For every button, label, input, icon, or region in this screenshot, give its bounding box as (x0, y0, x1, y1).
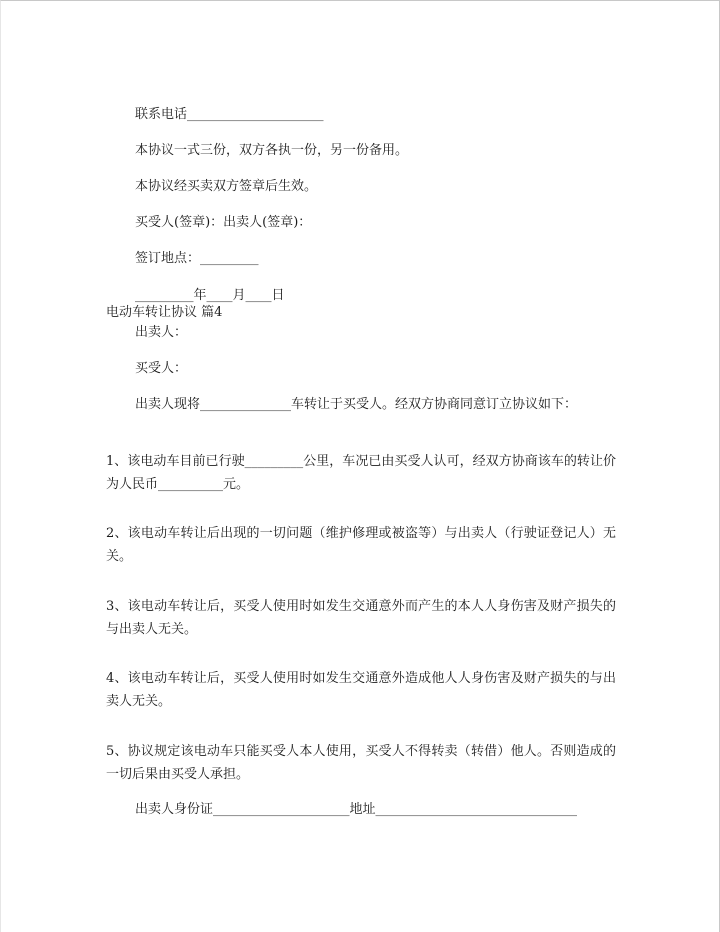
clause-1: 1、该电动车目前已行驶_________公里，车况已由买受人认可，经双方协商该车的转让价为人民币__________元。 (106, 454, 616, 492)
seller-line: 出卖人： (135, 325, 188, 340)
clause-5: 5、协议规定该电动车只能买受人本人使用，买受人不得转卖（转借）他人。否则造成的一切后果由买受人承担。 (106, 744, 616, 782)
buyer-line: 买受人： (135, 361, 188, 376)
clause-3: 3、该电动车转让后，买受人使用时如发生交通意外而产生的本人人身伤害及财产损失的与出卖人无关。 (106, 599, 616, 637)
clause-4: 4、该电动车转让后，买受人使用时如发生交通意外造成他人人身伤害及财产损失的与出卖人无关。 (106, 671, 616, 709)
copies-statement: 本协议一式三份，双方各执一份，另一份备用。 (135, 143, 409, 158)
signature-line: 买受人(签章)：出卖人(签章)： (135, 215, 312, 230)
contact-phone-line: 联系电话_____________________ (135, 107, 324, 122)
date-line: _________年____月____日 (135, 288, 285, 303)
seller-id-address-line: 出卖人身份证_____________________地址_______________________________ (135, 802, 578, 817)
intro-line: 出卖人现将______________车转让于买受人。经双方协商同意订立协议如下： (135, 397, 578, 412)
section-title: 电动车转让协议 篇4 (106, 305, 223, 320)
sign-place-line: 签订地点：_________ (135, 251, 259, 266)
effective-statement: 本协议经买卖双方签章后生效。 (135, 179, 318, 194)
clause-2: 2、该电动车转让后出现的一切问题（维护修理或被盗等）与出卖人（行驶证登记人）无关。 (106, 526, 616, 564)
